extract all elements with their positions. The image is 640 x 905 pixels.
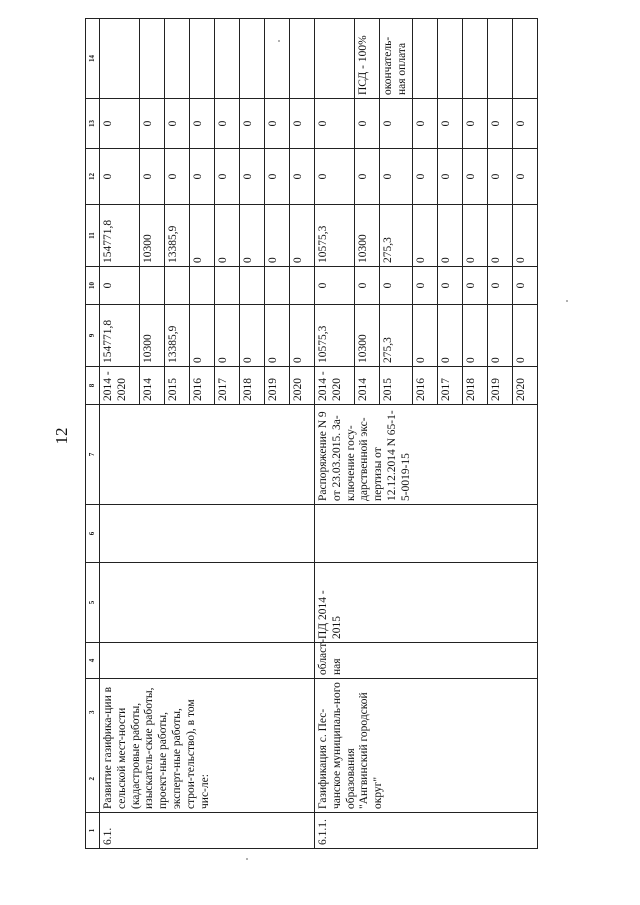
result-cell — [190, 19, 215, 99]
col-number: 9 — [86, 305, 100, 367]
local-amount-cell: 0 — [512, 149, 537, 205]
year-cell: 2014 — [140, 367, 165, 405]
local-amount-cell: 0 — [315, 149, 355, 205]
regional-amount-cell: 0 — [215, 205, 240, 267]
other-amount-cell: 0 — [380, 99, 413, 149]
total-amount-cell: 0 — [265, 305, 290, 367]
result-cell — [265, 19, 290, 99]
regional-amount-cell: 10575,3 — [315, 205, 355, 267]
other-amount-cell: 0 — [240, 99, 265, 149]
local-amount-cell: 0 — [100, 149, 140, 205]
measure-name: Газификация с. Пес-чанское муниципаль-ного образования "Ангвинский городской округ" — [315, 679, 538, 813]
federal-amount-cell: 0 — [487, 267, 512, 305]
year-cell: 2014 - 2020 — [315, 367, 355, 405]
result-cell — [290, 19, 315, 99]
result-cell — [240, 19, 265, 99]
federal-amount-cell — [165, 267, 190, 305]
scan-speck — [566, 300, 568, 302]
result-cell — [487, 19, 512, 99]
local-amount-cell: 0 — [487, 149, 512, 205]
regional-amount-cell: 10300 — [355, 205, 380, 267]
result-cell — [215, 19, 240, 99]
total-amount-cell: 0 — [437, 305, 462, 367]
col-number: 11 — [86, 205, 100, 267]
year-cell: 2020 — [290, 367, 315, 405]
funding-source: област-ная — [315, 643, 538, 679]
year-cell: 2014 — [355, 367, 380, 405]
other-amount-cell: 0 — [487, 99, 512, 149]
other-amount-cell: 0 — [315, 99, 355, 149]
year-cell: 2019 — [487, 367, 512, 405]
document-basis — [100, 405, 315, 505]
regional-amount-cell: 154771,8 — [100, 205, 140, 267]
result-cell — [462, 19, 487, 99]
total-amount-cell: 0 — [215, 305, 240, 367]
col6-cell — [100, 505, 315, 563]
result-cell — [412, 19, 437, 99]
total-amount-cell: 13385,9 — [165, 305, 190, 367]
other-amount-cell: 0 — [140, 99, 165, 149]
other-amount-cell: 0 — [412, 99, 437, 149]
page-number: 12 — [52, 427, 71, 445]
regional-amount-cell: 0 — [412, 205, 437, 267]
col-number: 6 — [86, 505, 100, 563]
regional-amount-cell: 0 — [512, 205, 537, 267]
regional-amount-cell: 0 — [437, 205, 462, 267]
federal-amount-cell: 0 — [100, 267, 140, 305]
result-cell — [437, 19, 462, 99]
document-basis: Распоряжение N 9 от 23.03.2015. За-ключение госу-дарственной экс-пертизы от 12.12.2014 N 65-1-5-0019-15 — [315, 405, 538, 505]
regional-amount-cell: 0 — [240, 205, 265, 267]
result-cell: ПСД - 100% — [355, 19, 380, 99]
federal-amount-cell: 0 — [380, 267, 413, 305]
other-amount-cell: 0 — [355, 99, 380, 149]
total-amount-cell: 154771,8 — [100, 305, 140, 367]
year-cell: 2016 — [190, 367, 215, 405]
col-number: 8 — [86, 367, 100, 405]
table-body — [100, 19, 538, 849]
regional-amount-cell: 13385,9 — [165, 205, 190, 267]
result-cell — [315, 19, 355, 99]
measure-name: Развитие газифика-ции в сельской мест-ности (кадастровые работы, изыскатель-ские работы, проект-ные работы, эксперт-ные работы, строи-тельство), в том чис-ле: — [100, 679, 315, 813]
local-amount-cell: 0 — [355, 149, 380, 205]
total-amount-cell: 0 — [412, 305, 437, 367]
result-cell — [512, 19, 537, 99]
federal-amount-cell: 0 — [462, 267, 487, 305]
regional-amount-cell: 0 — [462, 205, 487, 267]
regional-amount-cell: 0 — [487, 205, 512, 267]
col6-cell — [315, 505, 538, 563]
col-number: 4 — [86, 643, 100, 679]
local-amount-cell: 0 — [265, 149, 290, 205]
rotated-table-container — [85, 19, 535, 849]
scan-speck — [246, 858, 248, 860]
other-amount-cell: 0 — [165, 99, 190, 149]
local-amount-cell: 0 — [462, 149, 487, 205]
federal-amount-cell — [190, 267, 215, 305]
design-stage — [100, 563, 315, 643]
design-stage: ПД 2014 - 2015 — [315, 563, 538, 643]
other-amount-cell: 0 — [190, 99, 215, 149]
federal-amount-cell — [140, 267, 165, 305]
other-amount-cell: 0 — [437, 99, 462, 149]
year-cell: 2018 — [462, 367, 487, 405]
year-cell: 2017 — [215, 367, 240, 405]
year-cell: 2017 — [437, 367, 462, 405]
total-amount-cell: 0 — [462, 305, 487, 367]
table-row — [100, 19, 140, 849]
local-amount-cell: 0 — [437, 149, 462, 205]
local-amount-cell: 0 — [290, 149, 315, 205]
federal-amount-cell — [240, 267, 265, 305]
funding-source — [100, 643, 315, 679]
col-number: 23 — [86, 679, 100, 813]
total-amount-cell: 0 — [290, 305, 315, 367]
local-amount-cell: 0 — [412, 149, 437, 205]
total-amount-cell: 0 — [512, 305, 537, 367]
total-amount-cell: 0 — [190, 305, 215, 367]
other-amount-cell: 0 — [100, 99, 140, 149]
other-amount-cell: 0 — [462, 99, 487, 149]
total-amount-cell: 10300 — [140, 305, 165, 367]
local-amount-cell: 0 — [380, 149, 413, 205]
row-number: 6.1.1. — [315, 813, 538, 849]
local-amount-cell: 0 — [140, 149, 165, 205]
table-row — [315, 19, 355, 849]
result-cell — [100, 19, 140, 99]
col-number: 5 — [86, 563, 100, 643]
other-amount-cell: 0 — [512, 99, 537, 149]
row-number: 6.1. — [100, 813, 315, 849]
year-cell: 2019 — [265, 367, 290, 405]
federal-amount-cell — [290, 267, 315, 305]
result-cell — [165, 19, 190, 99]
col-number: 12 — [86, 149, 100, 205]
other-amount-cell: 0 — [290, 99, 315, 149]
result-cell — [140, 19, 165, 99]
total-amount-cell: 10300 — [355, 305, 380, 367]
local-amount-cell: 0 — [190, 149, 215, 205]
regional-amount-cell: 0 — [290, 205, 315, 267]
year-cell: 2016 — [412, 367, 437, 405]
federal-amount-cell: 0 — [437, 267, 462, 305]
result-cell: окончатель-ная оплата — [380, 19, 413, 99]
local-amount-cell: 0 — [240, 149, 265, 205]
total-amount-cell: 275,3 — [380, 305, 413, 367]
regional-amount-cell: 10300 — [140, 205, 165, 267]
col-number: 10 — [86, 267, 100, 305]
column-number-row — [86, 19, 100, 849]
federal-amount-cell — [215, 267, 240, 305]
year-cell: 2020 — [512, 367, 537, 405]
col-number: 14 — [86, 19, 100, 99]
financing-table — [85, 18, 538, 849]
year-cell: 2015 — [165, 367, 190, 405]
total-amount-cell: 0 — [240, 305, 265, 367]
federal-amount-cell: 0 — [355, 267, 380, 305]
regional-amount-cell: 0 — [265, 205, 290, 267]
local-amount-cell: 0 — [165, 149, 190, 205]
federal-amount-cell: 0 — [315, 267, 355, 305]
federal-amount-cell: 0 — [512, 267, 537, 305]
other-amount-cell: 0 — [215, 99, 240, 149]
other-amount-cell: 0 — [265, 99, 290, 149]
col-number: 7 — [86, 405, 100, 505]
total-amount-cell: 0 — [487, 305, 512, 367]
total-amount-cell: 10575,3 — [315, 305, 355, 367]
col-number: 13 — [86, 99, 100, 149]
year-cell: 2014 - 2020 — [100, 367, 140, 405]
regional-amount-cell: 275,3 — [380, 205, 413, 267]
year-cell: 2015 — [380, 367, 413, 405]
year-cell: 2018 — [240, 367, 265, 405]
federal-amount-cell — [265, 267, 290, 305]
col-number: 1 — [86, 813, 100, 849]
federal-amount-cell: 0 — [412, 267, 437, 305]
local-amount-cell: 0 — [215, 149, 240, 205]
regional-amount-cell: 0 — [190, 205, 215, 267]
